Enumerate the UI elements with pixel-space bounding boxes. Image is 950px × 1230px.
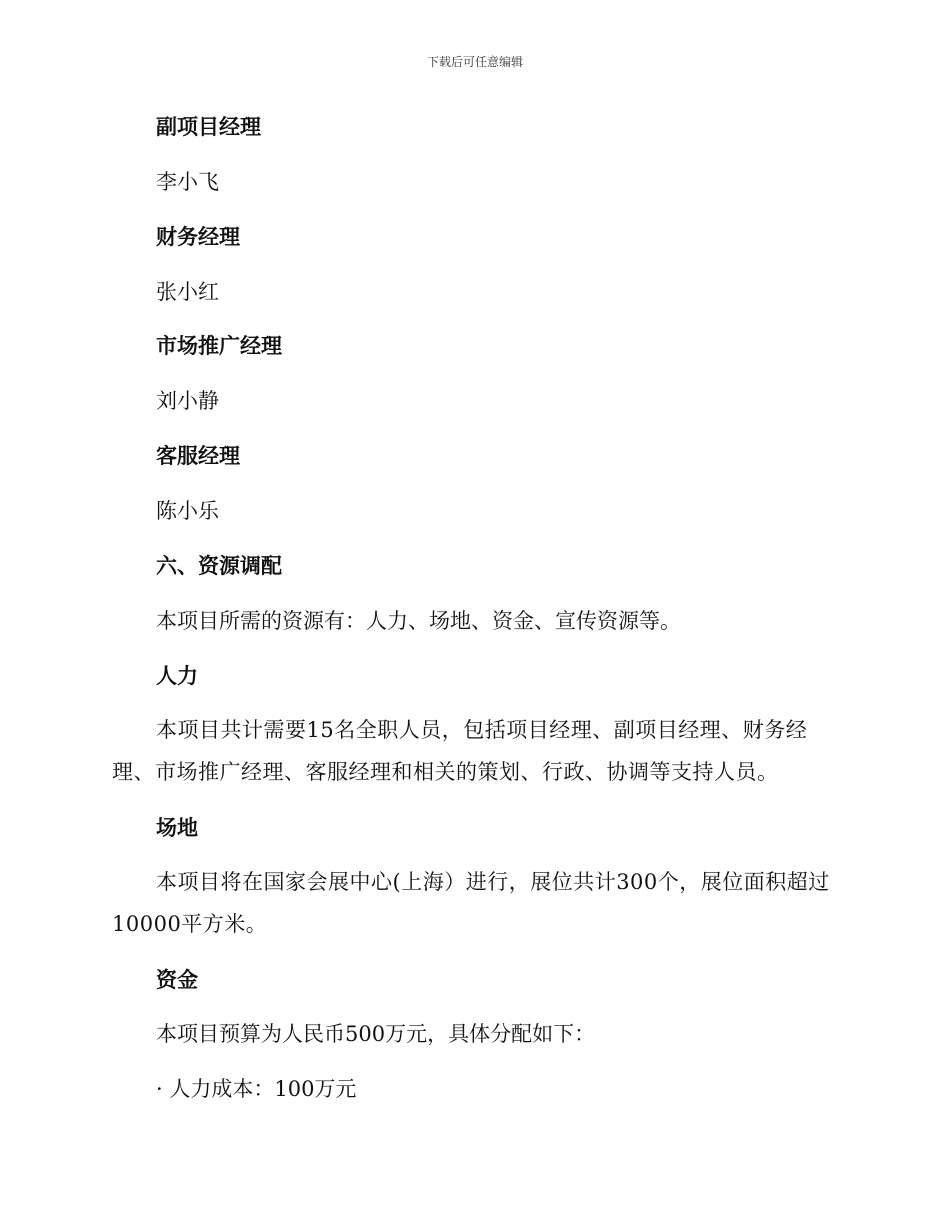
finance-manager-name: 张小红 [156,280,219,304]
funds-list-item: · 人力成本：100万元 [156,1077,357,1101]
deputy-pm-heading: 副项目经理 [156,115,261,139]
venue-heading: 场地 [156,816,198,840]
marketing-manager-name: 刘小静 [156,389,219,413]
section-6-intro: 本项目所需的资源有：人力、场地、资金、宣传资源等。 [156,609,681,633]
funds-intro: 本项目预算为人民币500万元，具体分配如下： [156,1022,596,1046]
funds-heading: 资金 [156,968,198,992]
page-header-note: 下载后可任意编辑 [426,55,523,69]
marketing-manager-heading: 市场推广经理 [156,334,282,358]
section-6-heading: 六、资源调配 [156,554,282,578]
deputy-pm-name: 李小飞 [156,170,219,194]
service-manager-heading: 客服经理 [156,444,240,468]
finance-manager-heading: 财务经理 [156,225,240,249]
manpower-heading: 人力 [156,664,198,688]
venue-paragraph: 本项目将在国家会展中心(上海）进行，展位共计300个，展位面积超过10000平方米。 [112,870,830,936]
service-manager-name: 陈小乐 [156,499,219,523]
manpower-paragraph: 本项目共计需要15名全职人员，包括项目经理、副项目经理、财务经理、市场推广经理、客服经理和相关的策划、行政、协调等支持人员。 [112,718,808,784]
